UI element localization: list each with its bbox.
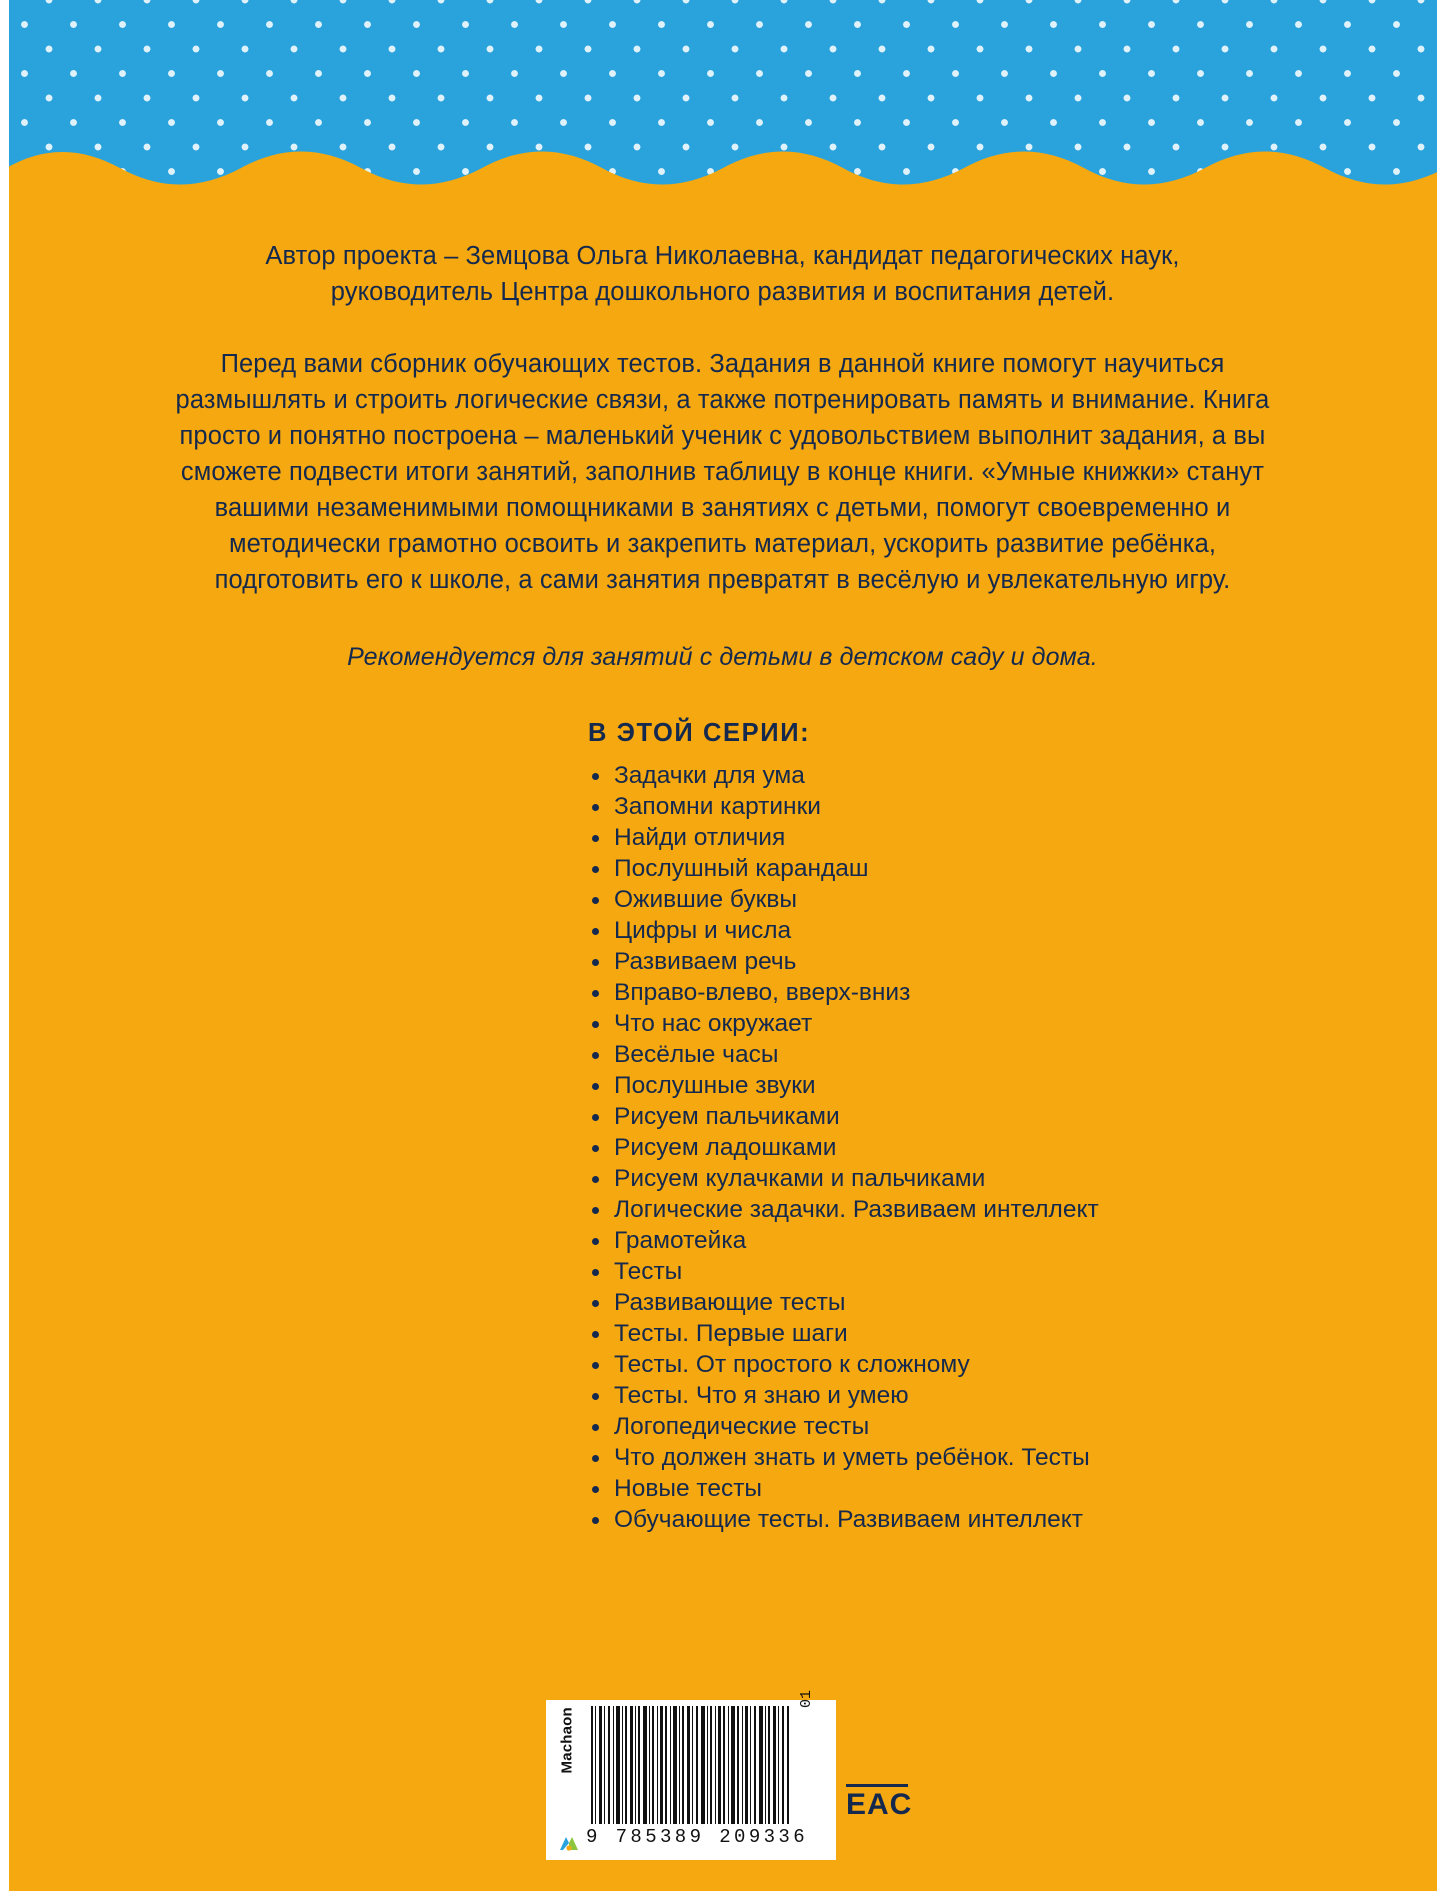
list-item: Рисуем ладошками	[588, 1132, 1445, 1163]
list-item: Найди отличия	[588, 822, 1445, 853]
ean-number: 9 785389 209336	[586, 1826, 809, 1848]
list-item: Развиваем речь	[588, 946, 1445, 977]
list-item: Рисуем пальчиками	[588, 1101, 1445, 1132]
list-item: Цифры и числа	[588, 915, 1445, 946]
list-item: Что должен знать и уметь ребёнок. Тесты	[588, 1442, 1445, 1473]
list-item: Что нас окружает	[588, 1008, 1445, 1039]
series-heading: В ЭТОЙ СЕРИИ:	[588, 719, 811, 747]
list-item: Новые тесты	[588, 1473, 1445, 1504]
list-item: Обучающие тесты. Развиваем интеллект	[588, 1504, 1445, 1535]
list-item: Развивающие тесты	[588, 1287, 1445, 1318]
barcode-box	[546, 1689, 836, 1860]
list-item: Запомни картинки	[588, 791, 1445, 822]
list-item: Грамотейка	[588, 1225, 1445, 1256]
description-paragraph: Перед вами сборник обучающих тестов. Задания в данной книге помогут научиться размышлять и строить логические связи, а также потренировать память и внимание. Книга просто и понятно построена – маленький ученик с удовольствием выполнит задания, а вы сможете подвести итоги занятий, заполнив таблицу в конце книги. «Умные книжки» станут вашими незаменимыми помощниками в занятиях с детьми, помогут своевременно и методически грамотно освоить и закрепить материал, ускорить развитие ребёнка, подготовить его к школе, а сами занятия превратят в весёлую и увлекательную игру.	[175, 350, 1270, 594]
list-item: Тесты. Что я знаю и умею	[588, 1380, 1445, 1411]
list-item: Логические задачки. Развиваем интеллект	[588, 1194, 1445, 1225]
list-item: Тесты. Первые шаги	[588, 1318, 1445, 1349]
publisher-logo-icon	[558, 1834, 580, 1852]
publisher-label: Machaon	[558, 1707, 576, 1774]
series-list	[0, 760, 1445, 1535]
list-item: Послушный карандаш	[588, 853, 1445, 884]
list-item: Задачки для ума	[588, 760, 1445, 791]
list-item: Логопедические тесты	[588, 1411, 1445, 1442]
list-item: Рисуем кулачками и пальчиками	[588, 1163, 1445, 1194]
cover-text-content	[0, 238, 1445, 1535]
wave-divider-icon	[0, 142, 1445, 200]
page-bottom-edge	[0, 1891, 1445, 1897]
list-item: Тесты	[588, 1256, 1445, 1287]
author-paragraph: Автор проекта – Земцова Ольга Николаевна, кандидат педагогических наук, руководитель Центра дошкольного развития и воспитания детей.	[265, 242, 1180, 306]
barcode-addon: 01	[798, 1689, 815, 1708]
list-item: Ожившие буквы	[588, 884, 1445, 915]
list-item: Послушные звуки	[588, 1070, 1445, 1101]
barcode-bars	[591, 1706, 791, 1824]
page-left-edge	[0, 0, 9, 1897]
list-item: Вправо-влево, вверх-вниз	[588, 977, 1445, 1008]
recommendation-paragraph: Рекомендуется для занятий с детьми в детском саду и дома.	[347, 643, 1098, 671]
top-decorative-band	[0, 0, 1445, 200]
list-item: Весёлые часы	[588, 1039, 1445, 1070]
list-item: Тесты. От простого к сложному	[588, 1349, 1445, 1380]
eac-mark: EAC	[846, 1788, 913, 1821]
page-right-edge	[1437, 0, 1445, 1897]
barcode-area	[546, 1689, 913, 1860]
eac-underline	[846, 1784, 908, 1787]
